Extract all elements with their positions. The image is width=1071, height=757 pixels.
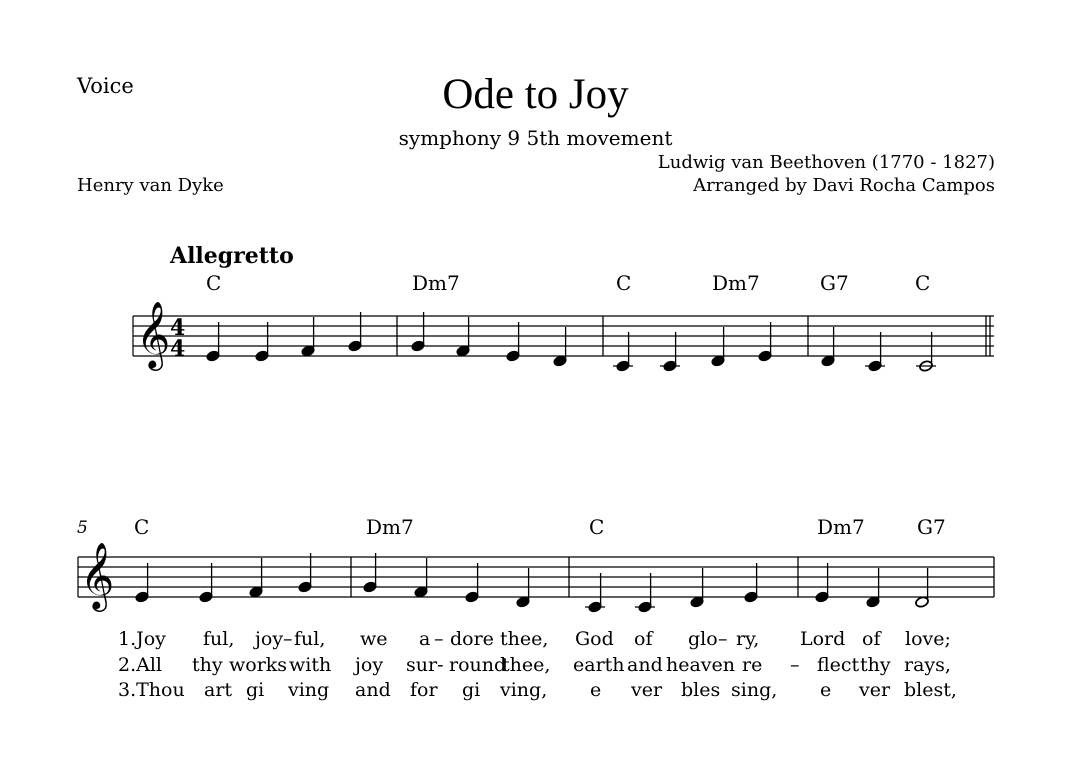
time-signature-denominator: 4 bbox=[170, 336, 186, 362]
lyric-syllable: re bbox=[742, 654, 763, 676]
lyric-syllable: 2.All bbox=[118, 654, 163, 676]
lyricist: Henry van Dyke bbox=[77, 175, 224, 196]
lyric-syllable: earth bbox=[573, 654, 625, 676]
lyric-syllable: ful, bbox=[203, 628, 235, 650]
chord-symbol: G7 bbox=[820, 271, 849, 295]
lyric-syllable: works bbox=[229, 654, 288, 676]
lyric-syllable: sing, bbox=[731, 679, 778, 701]
lyric-syllable: and bbox=[355, 679, 391, 701]
lyric-syllable: round bbox=[449, 654, 507, 676]
lyric-hyphen: – bbox=[434, 628, 444, 650]
treble-clef: 𝄞 bbox=[80, 541, 115, 609]
score-subtitle: symphony 9 5th movement bbox=[398, 126, 673, 150]
lyric-syllable: thee, bbox=[502, 654, 551, 676]
lyric-syllable: of bbox=[862, 628, 881, 650]
lyric-syllable: joy bbox=[255, 628, 284, 650]
lyric-syllable: Lord bbox=[800, 628, 846, 650]
lyric-syllable: gi bbox=[462, 679, 481, 701]
measure-number: 5 bbox=[77, 518, 88, 538]
lyric-syllable: thy bbox=[860, 654, 891, 676]
score-title: Ode to Joy bbox=[442, 71, 629, 118]
tempo-marking: Allegretto bbox=[170, 243, 294, 269]
lyric-syllable: dore bbox=[450, 628, 494, 650]
lyric-syllable: we bbox=[360, 628, 388, 650]
lyric-syllable: ver bbox=[631, 679, 663, 701]
lyric-syllable: ry, bbox=[736, 628, 760, 650]
lyric-syllable: blest, bbox=[904, 679, 957, 701]
lyric-syllable: and bbox=[627, 654, 663, 676]
lyric-hyphen: – bbox=[283, 628, 293, 650]
lyric-syllable: thee, bbox=[500, 628, 549, 650]
lyric-syllable: joy bbox=[355, 654, 384, 676]
lyric-syllable: flect bbox=[817, 654, 860, 676]
lyric-syllable: rays, bbox=[904, 654, 951, 676]
chord-symbol: C bbox=[134, 515, 150, 539]
lyric-syllable: e bbox=[820, 679, 832, 701]
chord-symbol: Dm7 bbox=[817, 515, 865, 539]
lyric-syllable: of bbox=[634, 628, 653, 650]
lyric-syllable: with bbox=[289, 654, 332, 676]
lyric-hyphen: – bbox=[718, 628, 728, 650]
composer: Ludwig van Beethoven (1770 - 1827) bbox=[657, 152, 995, 173]
lyric-syllable: ving bbox=[288, 679, 330, 701]
lyric-syllable: ving, bbox=[500, 679, 548, 701]
lyric-syllable: love; bbox=[905, 628, 951, 650]
lyric-syllable: bles bbox=[681, 679, 721, 701]
chord-symbol: Dm7 bbox=[412, 271, 460, 295]
lyric-syllable: ful, bbox=[294, 628, 326, 650]
lyric-syllable: glo bbox=[688, 628, 718, 650]
lyric-syllable: for bbox=[410, 679, 438, 701]
chord-symbol: C bbox=[616, 271, 632, 295]
chord-symbol: C bbox=[589, 515, 605, 539]
time-signature-numerator: 4 bbox=[170, 315, 186, 341]
lyric-syllable: art bbox=[204, 679, 233, 701]
instrument-name: Voice bbox=[77, 74, 134, 98]
chord-symbol: Dm7 bbox=[712, 271, 760, 295]
lyric-hyphen: – bbox=[790, 654, 800, 676]
chord-symbol: C bbox=[206, 271, 222, 295]
lyric-syllable: 1.Joy bbox=[118, 628, 166, 650]
lyric-syllable: 3.Thou bbox=[118, 679, 185, 701]
lyric-syllable: God bbox=[575, 628, 614, 650]
chord-symbol: Dm7 bbox=[366, 515, 414, 539]
arranger: Arranged by Davi Rocha Campos bbox=[693, 175, 995, 196]
lyric-syllable: a bbox=[419, 628, 431, 650]
chord-symbol: G7 bbox=[917, 515, 946, 539]
treble-clef: 𝄞 bbox=[136, 300, 171, 368]
lyric-syllable: e bbox=[590, 679, 602, 701]
lyric-syllable: heaven bbox=[666, 654, 736, 676]
lyric-syllable: sur- bbox=[406, 654, 444, 676]
lyric-syllable: thy bbox=[192, 654, 223, 676]
lyric-syllable: ver bbox=[859, 679, 891, 701]
chord-symbol: C bbox=[915, 271, 931, 295]
lyric-syllable: gi bbox=[246, 679, 265, 701]
